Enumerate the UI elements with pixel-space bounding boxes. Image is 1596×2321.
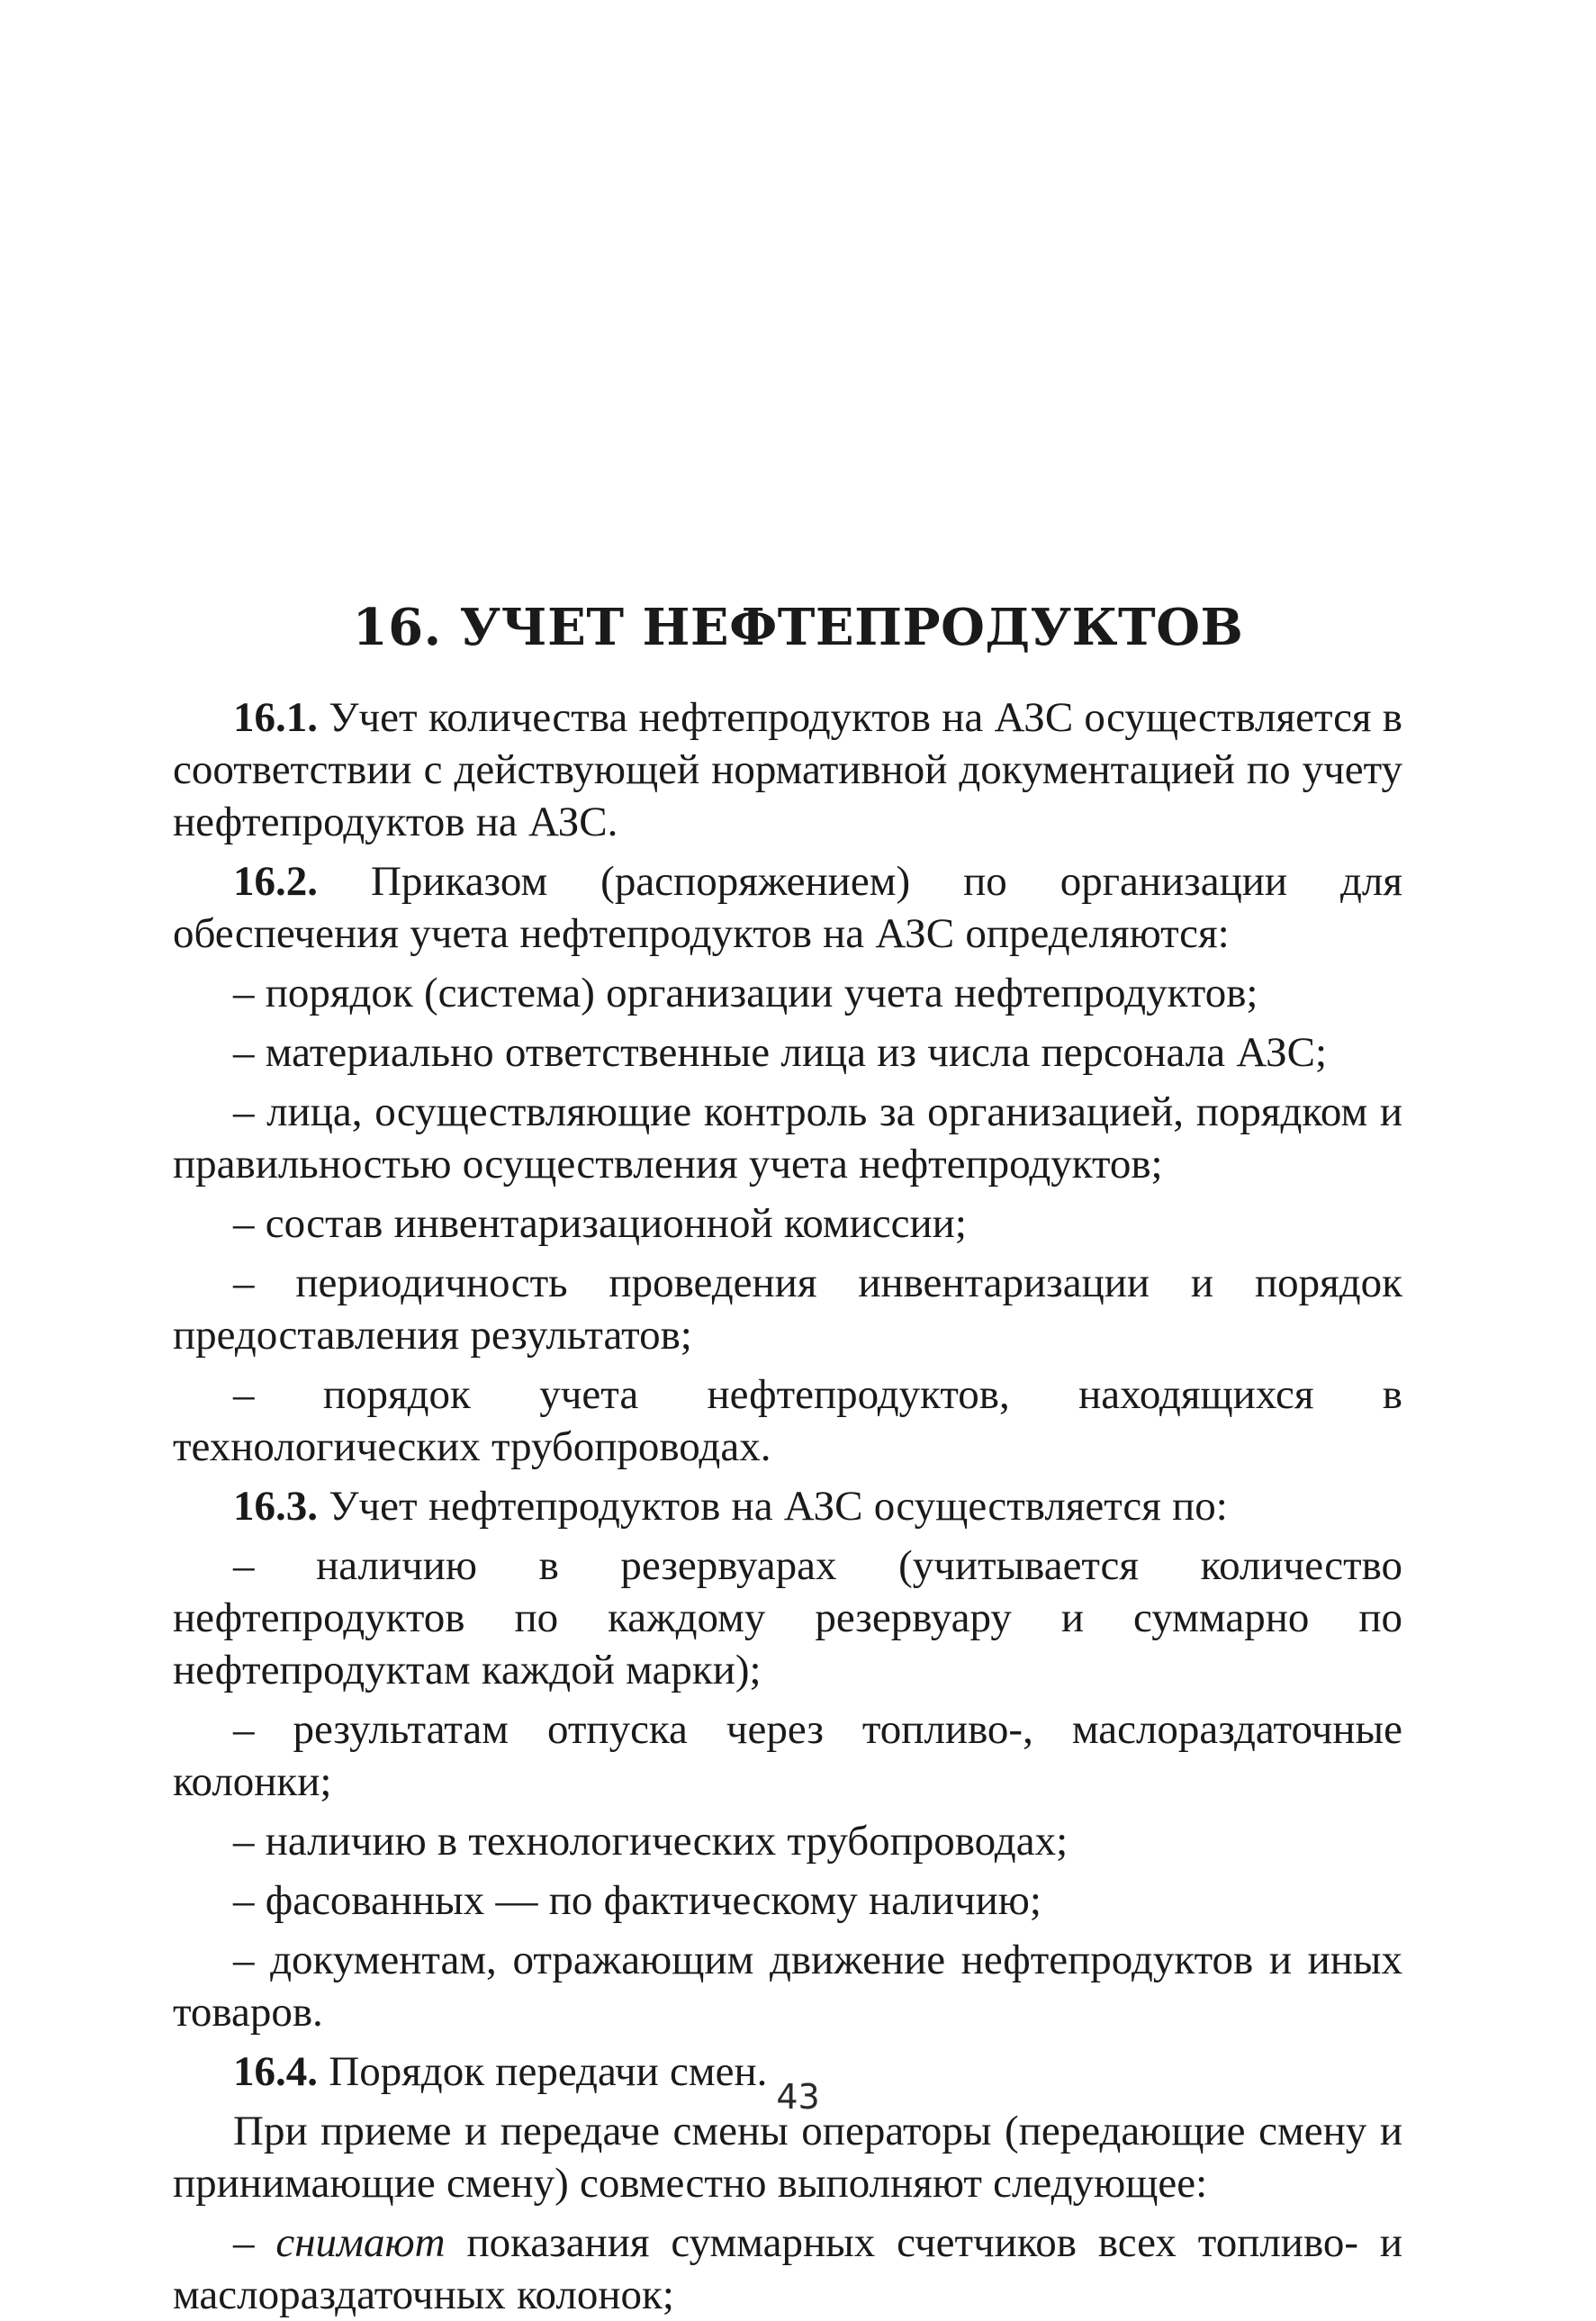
- list-item: – лица, осуществляющие контроль за организацией, порядком и правильностью осуществления учета нефтепродуктов;: [173, 1088, 1402, 1188]
- list-item: – результатам отпуска через топливо-, маслораздаточные колонки;: [173, 1706, 1402, 1805]
- list-item: – фасованных — по фактическому наличию;: [233, 1877, 1041, 1924]
- paragraph-text: Учет нефтепродуктов на АЗС осуществляется по:: [318, 1483, 1228, 1530]
- list-item: – наличию в резервуарах (учитывается количество нефтепродуктов по каждому резервуару и суммарно по нефтепродуктам каждой марки);: [173, 1542, 1402, 1693]
- clause-number: 16.4.: [233, 2048, 318, 2095]
- section-heading: 16. УЧЕТ НЕФТЕПРОДУКТОВ: [352, 598, 1244, 657]
- paragraph-text: Приказом (распоряжением) по организации для обеспечения учета нефтепродуктов на АЗС определяются:: [173, 858, 1402, 957]
- paragraph-16-1: [173, 691, 1402, 848]
- paragraph-text: Учет количества нефтепродуктов на АЗС осуществляется в соответствии с действующей нормативной документацией по учету нефтепродуктов на АЗС.: [173, 694, 1402, 845]
- paragraph-16-3: [173, 1480, 1402, 1532]
- list-item: – документам, отражающим движение нефтепродуктов и иных товаров.: [173, 1937, 1402, 2036]
- list-item: – периодичность проведения инвентаризации и порядок предоставления результатов;: [173, 1260, 1402, 1359]
- paragraph-text: показания суммарных счетчиков всех топливо- и маслораздаточных колонок;: [173, 2219, 1402, 2318]
- list-item: – порядок учета нефтепродуктов, находящихся в технологических трубопроводах.: [173, 1371, 1402, 1470]
- paragraph-16-2: [173, 855, 1402, 960]
- list-item: – наличию в технологических трубопроводах;: [233, 1818, 1069, 1865]
- paragraph: При приеме и передаче смены операторы (передающие смену и принимающие смену) совместно выполняют следующее:: [173, 2108, 1402, 2207]
- list-item: [173, 2217, 1402, 2321]
- emphasized-text: – снимают: [233, 2219, 446, 2266]
- list-item: – материально ответственные лица из числа персонала АЗС;: [233, 1029, 1328, 1076]
- list-item: – состав инвентаризационной комиссии;: [233, 1200, 967, 1247]
- page-number: 43: [776, 2077, 820, 2117]
- clause-number: 16.3.: [233, 1483, 318, 1530]
- clause-number: 16.1.: [233, 694, 318, 741]
- list-item: – порядок (система) организации учета нефтепродуктов;: [233, 970, 1258, 1016]
- paragraph-text: Порядок передачи смен.: [318, 2048, 768, 2095]
- clause-number: 16.2.: [233, 858, 318, 905]
